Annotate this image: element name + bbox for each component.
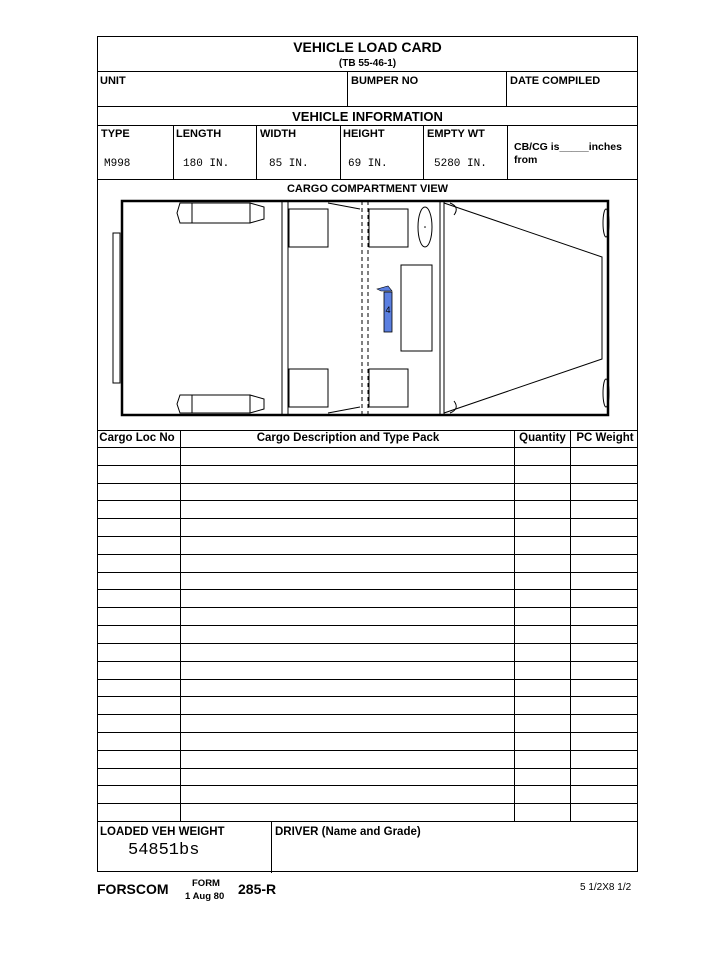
table-row[interactable] bbox=[98, 679, 637, 680]
footer-size: 5 1/2X8 1/2 bbox=[580, 882, 632, 893]
length-value: 180 IN. bbox=[183, 158, 230, 170]
height-label: HEIGHT bbox=[343, 128, 385, 140]
driver-label: DRIVER (Name and Grade) bbox=[275, 826, 421, 838]
divider bbox=[98, 71, 637, 72]
table-row[interactable] bbox=[98, 518, 637, 519]
table-row[interactable] bbox=[98, 572, 637, 573]
col-header-qty: Quantity bbox=[519, 432, 566, 444]
cargo-view-heading: CARGO COMPARTMENT VIEW bbox=[286, 183, 449, 195]
empty-wt-value: 5280 IN. bbox=[434, 158, 487, 170]
col-header-weight: PC Weight bbox=[576, 432, 634, 444]
col-header-loc: Cargo Loc No bbox=[99, 432, 175, 444]
cbcg-line2: from bbox=[514, 154, 538, 166]
table-row[interactable] bbox=[98, 554, 637, 555]
vehicle-info-heading: VEHICLE INFORMATION bbox=[292, 109, 443, 124]
form-subtitle: (TB 55-46-1) bbox=[338, 58, 397, 69]
length-label: LENGTH bbox=[176, 128, 222, 140]
vehicle-load-card-form bbox=[97, 36, 638, 872]
table-row[interactable] bbox=[98, 589, 637, 590]
table-row[interactable] bbox=[98, 768, 637, 769]
loaded-weight-label: LOADED VEH WEIGHT bbox=[100, 826, 225, 838]
loaded-weight-value: 54851bs bbox=[128, 841, 200, 860]
table-row[interactable] bbox=[98, 732, 637, 733]
height-value: 69 IN. bbox=[348, 158, 388, 170]
table-row[interactable] bbox=[98, 714, 637, 715]
date-compiled-label: DATE COMPILED bbox=[510, 75, 601, 87]
table-row[interactable] bbox=[98, 803, 637, 804]
unit-label: UNIT bbox=[100, 75, 126, 87]
table-row[interactable] bbox=[98, 750, 637, 751]
type-label: TYPE bbox=[101, 128, 130, 140]
table-row[interactable] bbox=[98, 625, 637, 626]
footer-org: FORSCOM bbox=[97, 881, 169, 897]
footer-form-number: 285-R bbox=[238, 881, 277, 897]
footer-form-date: 1 Aug 80 bbox=[185, 891, 225, 902]
col-header-desc: Cargo Description and Type Pack bbox=[256, 432, 440, 444]
table-row[interactable] bbox=[98, 643, 637, 644]
table-row[interactable] bbox=[98, 483, 637, 484]
cargo-item-number: 4 bbox=[385, 305, 391, 315]
empty-wt-label: EMPTY WT bbox=[427, 128, 485, 140]
table-row[interactable] bbox=[98, 536, 637, 537]
footer-form-word: FORM bbox=[192, 878, 220, 889]
table-row[interactable] bbox=[98, 447, 637, 448]
cbcg-line1: CB/CG is_____inches bbox=[514, 141, 622, 153]
table-row[interactable] bbox=[98, 500, 637, 501]
bumper-no-label: BUMPER NO bbox=[351, 75, 419, 87]
width-value: 85 IN. bbox=[269, 158, 309, 170]
type-value: M998 bbox=[104, 158, 131, 170]
form-title: VEHICLE LOAD CARD bbox=[293, 39, 442, 55]
table-row[interactable] bbox=[98, 696, 637, 697]
table-row[interactable] bbox=[98, 661, 637, 662]
table-row[interactable] bbox=[98, 785, 637, 786]
table-row[interactable] bbox=[98, 607, 637, 608]
table-row[interactable] bbox=[98, 465, 637, 466]
vehicle-top-view-diagram bbox=[98, 195, 638, 427]
width-label: WIDTH bbox=[260, 128, 297, 140]
